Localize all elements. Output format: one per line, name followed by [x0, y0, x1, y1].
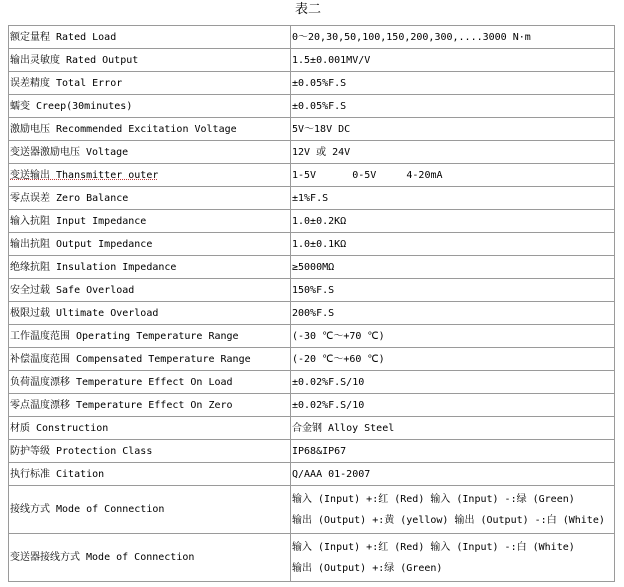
spec-table [8, 25, 615, 582]
row-label: 变送器激励电压 Voltage [9, 141, 291, 164]
row-value: ±0.05%F.S [291, 95, 615, 118]
row-label: 零点误差 Zero Balance [9, 187, 291, 210]
table-row [9, 95, 615, 118]
table-row [9, 463, 615, 486]
row-label: 变送器接线方式 Mode of Connection [9, 534, 291, 582]
row-value: 200%F.S [291, 302, 615, 325]
table-row [9, 187, 615, 210]
table-row [9, 210, 615, 233]
row-label: 防护等级 Protection Class [9, 440, 291, 463]
table-row-transmitter-connection [9, 534, 615, 582]
row-value [291, 534, 615, 582]
row-label: 材质 Construction [9, 417, 291, 440]
table-row [9, 417, 615, 440]
row-label: 绝缘抗阻 Insulation Impedance [9, 256, 291, 279]
row-value: 150%F.S [291, 279, 615, 302]
table-row [9, 233, 615, 256]
table-row-connection [9, 486, 615, 534]
table-row [9, 72, 615, 95]
row-label: 工作温度范围 Operating Temperature Range [9, 325, 291, 348]
table-caption: 表二 [294, 2, 321, 17]
table-row [9, 256, 615, 279]
connection-output-line: 输出 (Output) +:黄 (yellow) 输出 (Output) -:白 (White) [292, 514, 605, 526]
row-value: 1-5V 0-5V 4-20mA [291, 164, 615, 187]
table-row [9, 394, 615, 417]
table-row [9, 49, 615, 72]
row-value: ±0.02%F.S/10 [291, 371, 615, 394]
row-label: 额定量程 Rated Load [9, 26, 291, 49]
table-row [9, 302, 615, 325]
row-value: 12V 或 24V [291, 141, 615, 164]
table-row [9, 348, 615, 371]
row-label: 误差精度 Total Error [9, 72, 291, 95]
row-value: (-20 ℃～+60 ℃) [291, 348, 615, 371]
row-value: 1.0±0.1KΩ [291, 233, 615, 256]
row-value: ±0.05%F.S [291, 72, 615, 95]
row-value: 0～20,30,50,100,150,200,300,....3000 N·m [291, 26, 615, 49]
connection-input-line: 输入 (Input) +:红 (Red) 输入 (Input) -:白 (White) [292, 541, 575, 553]
table-row [9, 118, 615, 141]
row-label: 蠕变 Creep(30minutes) [9, 95, 291, 118]
connection-input-line: 输入 (Input) +:红 (Red) 输入 (Input) -:绿 (Green) [292, 493, 575, 505]
row-value: IP68&IP67 [291, 440, 615, 463]
connection-output-line: 输出 (Output) +:绿 (Green) [292, 562, 443, 574]
row-label: 执行标准 Citation [9, 463, 291, 486]
table-row [9, 26, 615, 49]
row-label: 极限过载 Ultimate Overload [9, 302, 291, 325]
row-value: 1.0±0.2KΩ [291, 210, 615, 233]
table-row [9, 279, 615, 302]
row-label: 补偿温度范围 Compensated Temperature Range [9, 348, 291, 371]
row-label: 激励电压 Recommended Excitation Voltage [9, 118, 291, 141]
table-row [9, 325, 615, 348]
row-value [291, 486, 615, 534]
row-label: 负荷温度漂移 Temperature Effect On Load [9, 371, 291, 394]
row-label: 安全过载 Safe Overload [9, 279, 291, 302]
row-value: 合金钢 Alloy Steel [291, 417, 615, 440]
table-row [9, 164, 615, 187]
row-value: ±1%F.S [291, 187, 615, 210]
row-value: 5V～18V DC [291, 118, 615, 141]
row-value: ≥5000MΩ [291, 256, 615, 279]
row-label: 接线方式 Mode of Connection [9, 486, 291, 534]
row-label: 输入抗阻 Input Impedance [9, 210, 291, 233]
row-label: 变送输出 Thansmitter outer [9, 164, 291, 187]
row-value: 1.5±0.001MV/V [291, 49, 615, 72]
table-row [9, 371, 615, 394]
row-value: (-30 ℃～+70 ℃) [291, 325, 615, 348]
row-label: 零点温度漂移 Temperature Effect On Zero [9, 394, 291, 417]
row-label: 输出抗阻 Output Impedance [9, 233, 291, 256]
row-value: Q/AAA 01-2007 [291, 463, 615, 486]
table-row [9, 440, 615, 463]
row-value: ±0.02%F.S/10 [291, 394, 615, 417]
row-label: 输出灵敏度 Rated Output [9, 49, 291, 72]
table-row [9, 141, 615, 164]
